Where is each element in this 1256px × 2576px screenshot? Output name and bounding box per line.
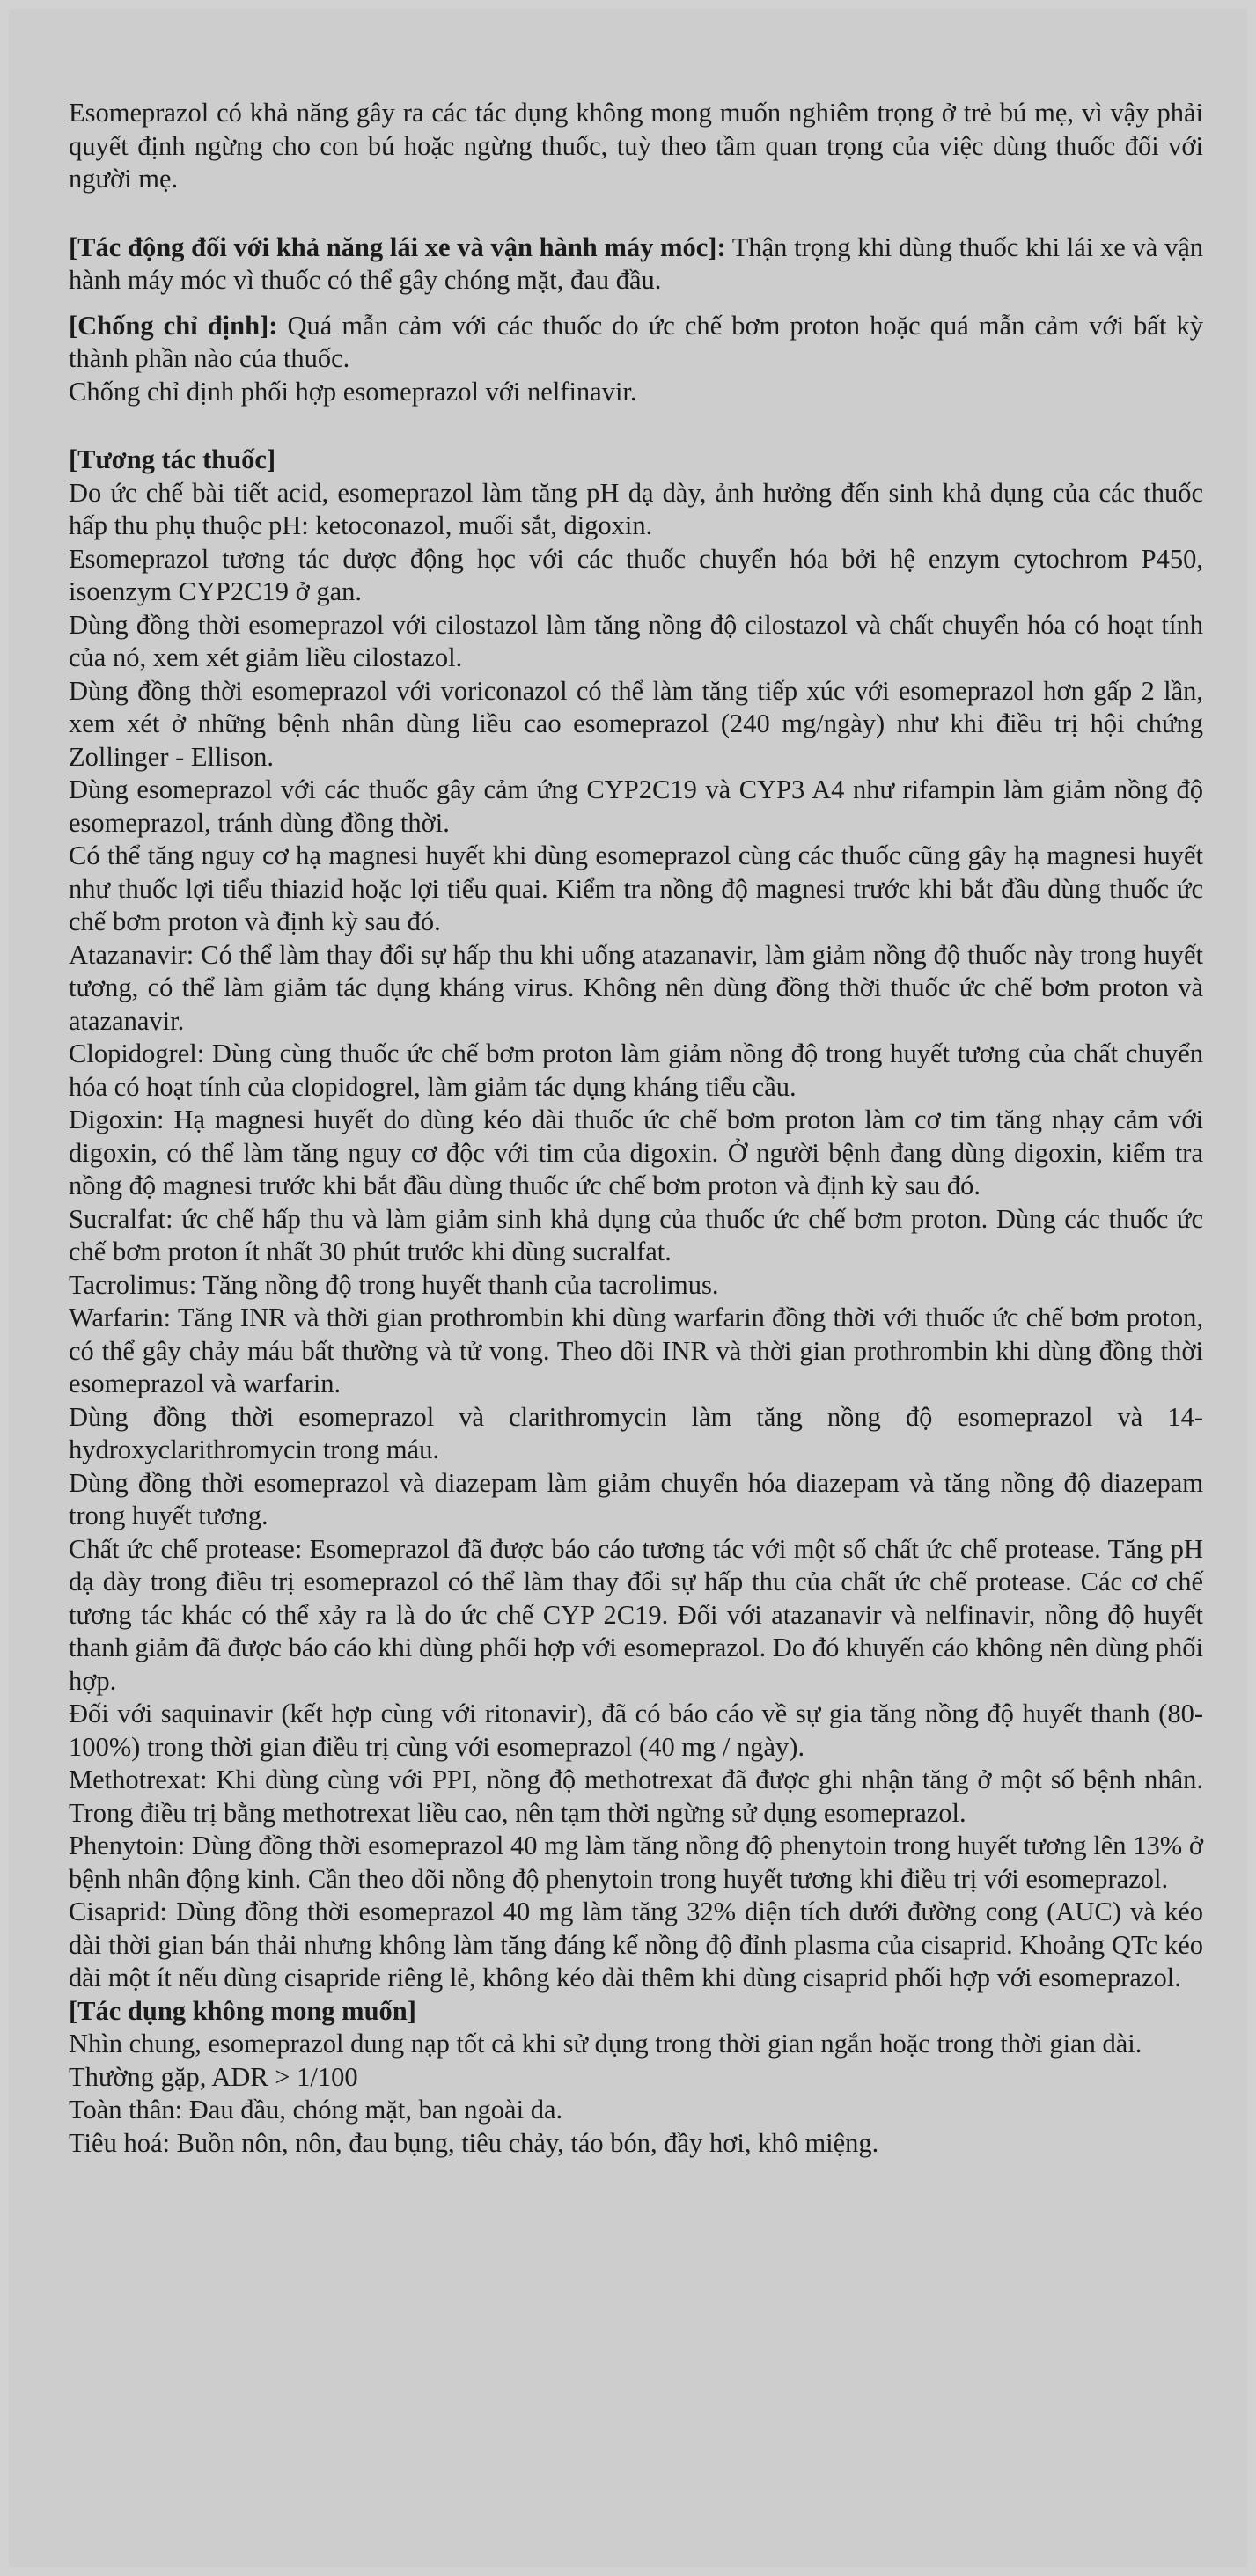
interaction-item: Esomeprazol tương tác dược động học với các thuốc chuyển hóa bởi hệ enzym cytochrom P450, isoenzym CYP2C19 ở gan. [69, 543, 1203, 606]
interaction-item: Tacrolimus: Tăng nồng độ trong huyết thanh của tacrolimus. [69, 1269, 719, 1300]
interaction-item: Dùng đồng thời esomeprazol với cilostazol làm tăng nồng độ cilostazol và chất chuyển hóa có hoạt tính của nó, xem xét giảm liều cilostazol. [69, 609, 1203, 672]
interaction-item: Digoxin: Hạ magnesi huyết do dùng kéo dài thuốc ức chế bơm proton làm cơ tim tăng nhạy cảm với digoxin, có thể làm tăng nguy cơ độc với tim của digoxin. Ở người bệnh đang dùng digoxin, kiểm tra nồng độ magnesi trước khi bắt đầu dùng thuốc ức chế bơm proton và định kỳ sau đó. [69, 1105, 1203, 1200]
adverse-item: Tiêu hoá: Buồn nôn, nôn, đau bụng, tiêu chảy, táo bón, đầy hơi, khô miệng. [69, 2127, 879, 2158]
interaction-item: Cisaprid: Dùng đồng thời esomeprazol 40 mg làm tăng 32% diện tích dưới đường cong (AUC) và kéo dài thời gian bán thải nhưng không làm tăng đáng kể nồng độ đỉnh plasma của cisaprid. Khoảng QTc kéo dài một ít nếu dùng cisapride riêng lẻ, không kéo dài thêm khi dùng cisaprid phối hợp với esomeprazol. [69, 1897, 1203, 1993]
driving-text: Thận trọng khi dùng thuốc khi lái xe và vận hành máy móc vì thuốc có thể gây chóng mặt, đau đầu. [69, 231, 1203, 295]
driving-heading: [Tác động đối với khả năng lái xe và vận hành máy móc]: [69, 231, 726, 262]
interaction-item: Dùng đồng thời esomeprazol và clarithromycin làm tăng nồng độ esomeprazol và 14-hydroxyclarithromycin trong máu. [69, 1401, 1203, 1464]
interactions-heading: [Tương tác thuốc] [69, 444, 276, 474]
adverse-item: Thường gặp, ADR > 1/100 [69, 2061, 358, 2092]
interaction-item: Đối với saquinavir (kết hợp cùng với ritonavir), đã có báo cáo về sự gia tăng nồng độ huyết thanh (80-100%) trong thời gian điều trị cùng với esomeprazol (40 mg / ngày). [69, 1699, 1203, 1762]
interaction-item: Dùng esomeprazol với các thuốc gây cảm ứng CYP2C19 và CYP3 A4 như rifampin làm giảm nồng độ esomeprazol, tránh dùng đồng thời. [69, 774, 1203, 838]
driving-section [69, 231, 1203, 297]
adverse-item: Nhìn chung, esomeprazol dung nạp tốt cả khi sử dụng trong thời gian ngắn hoặc trong thời gian dài. [69, 2029, 1142, 2059]
interaction-item: Methotrexat: Khi dùng cùng với PPI, nồng độ methotrexat đã được ghi nhận tăng ở một số bệnh nhân. Trong điều trị bằng methotrexat liều cao, nên tạm thời ngừng sử dụng esomeprazol. [69, 1765, 1203, 1828]
adverse-item: Toàn thân: Đau đầu, chóng mặt, ban ngoài da. [69, 2095, 563, 2125]
interaction-item: Dùng đồng thời esomeprazol với voriconazol có thể làm tăng tiếp xúc với esomeprazol hơn gấp 2 lần, xem xét ở những bệnh nhân dùng liều cao esomeprazol (240 mg/ngày) như khi điều trị hội chứng Zollinger - Ellison. [69, 675, 1203, 772]
adverse-heading: [Tác dụng không mong muốn] [69, 1995, 416, 2026]
interaction-item: Warfarin: Tăng INR và thời gian prothrombin khi dùng warfarin đồng thời với thuốc ức chế bơm proton, có thể gây chảy máu bất thường và tử vong. Theo dõi INR và thời gian prothrombin khi dùng đồng thời esomeprazol và warfarin. [69, 1303, 1203, 1398]
breastfeeding-paragraph: Esomeprazol có khả năng gây ra các tác dụng không mong muốn nghiêm trọng ở trẻ bú mẹ, vì vậy phải quyết định ngừng cho con bú hoặc ngừng thuốc, tuỳ theo tầm quan trọng của việc dùng thuốc đối với người mẹ. [69, 98, 1203, 194]
interaction-item: Sucralfat: ức chế hấp thu và làm giảm sinh khả dụng của thuốc ức chế bơm proton. Dùng các thuốc ức chế bơm proton ít nhất 30 phút trước khi dùng sucralfat. [69, 1203, 1203, 1266]
interaction-item: Do ức chế bài tiết acid, esomeprazol làm tăng pH dạ dày, ảnh hưởng đến sinh khả dụng của các thuốc hấp thu phụ thuộc pH: ketoconazol, muối sắt, digoxin. [69, 477, 1203, 540]
interaction-item: Có thể tăng nguy cơ hạ magnesi huyết khi dùng esomeprazol cùng các thuốc cũng gây hạ magnesi huyết như thuốc lợi tiểu thiazid hoặc lợi tiểu quai. Kiểm tra nồng độ magnesi trước khi bắt đầu dùng thuốc ức chế bơm proton và định kỳ sau đó. [69, 840, 1203, 936]
interaction-item: Clopidogrel: Dùng cùng thuốc ức chế bơm proton làm giảm nồng độ trong huyết tương của chất chuyển hóa có hoạt tính của clopidogrel, làm giảm tác dụng kháng tiểu cầu. [69, 1038, 1203, 1102]
interaction-item: Phenytoin: Dùng đồng thời esomeprazol 40 mg làm tăng nồng độ phenytoin trong huyết tương lên 13% ở bệnh nhân động kinh. Cần theo dõi nồng độ phenytoin trong huyết tương khi điều trị với esomeprazol. [69, 1831, 1203, 1894]
interaction-item: Dùng đồng thời esomeprazol và diazepam làm giảm chuyển hóa diazepam và tăng nồng độ diazepam trong huyết tương. [69, 1467, 1203, 1530]
contraindications-line-2: Chống chỉ định phối hợp esomeprazol với nelfinavir. [69, 376, 637, 407]
contraindications-section [69, 310, 1203, 376]
contraindications-heading: [Chống chỉ định]: [69, 310, 278, 341]
contraindications-text: Quá mẫn cảm với các thuốc do ức chế bơm proton hoặc quá mẫn cảm với bất kỳ thành phần nào của thuốc. [69, 310, 1203, 373]
document-page [9, 9, 1247, 2567]
interaction-item: Atazanavir: Có thể làm thay đổi sự hấp thu khi uống atazanavir, làm giảm nồng độ thuốc này trong huyết tương, có thể làm giảm tác dụng kháng virus. Không nên dùng đồng thời thuốc ức chế bơm proton và atazanavir. [69, 939, 1203, 1036]
interaction-item: Chất ức chế protease: Esomeprazol đã được báo cáo tương tác với một số chất ức chế protease. Tăng pH dạ dày trong điều trị esomeprazol có thể làm thay đổi sự hấp thu của chất ức chế protease. Các cơ chế tương tác khác có thể xảy ra là do ức chế CYP 2C19. Đối với atazanavir và nelfinavir, nồng độ huyết thanh giảm đã được báo cáo khi dùng phối hợp với esomeprazol. Do đó khuyến cáo không nên dùng phối hợp. [69, 1533, 1203, 1696]
